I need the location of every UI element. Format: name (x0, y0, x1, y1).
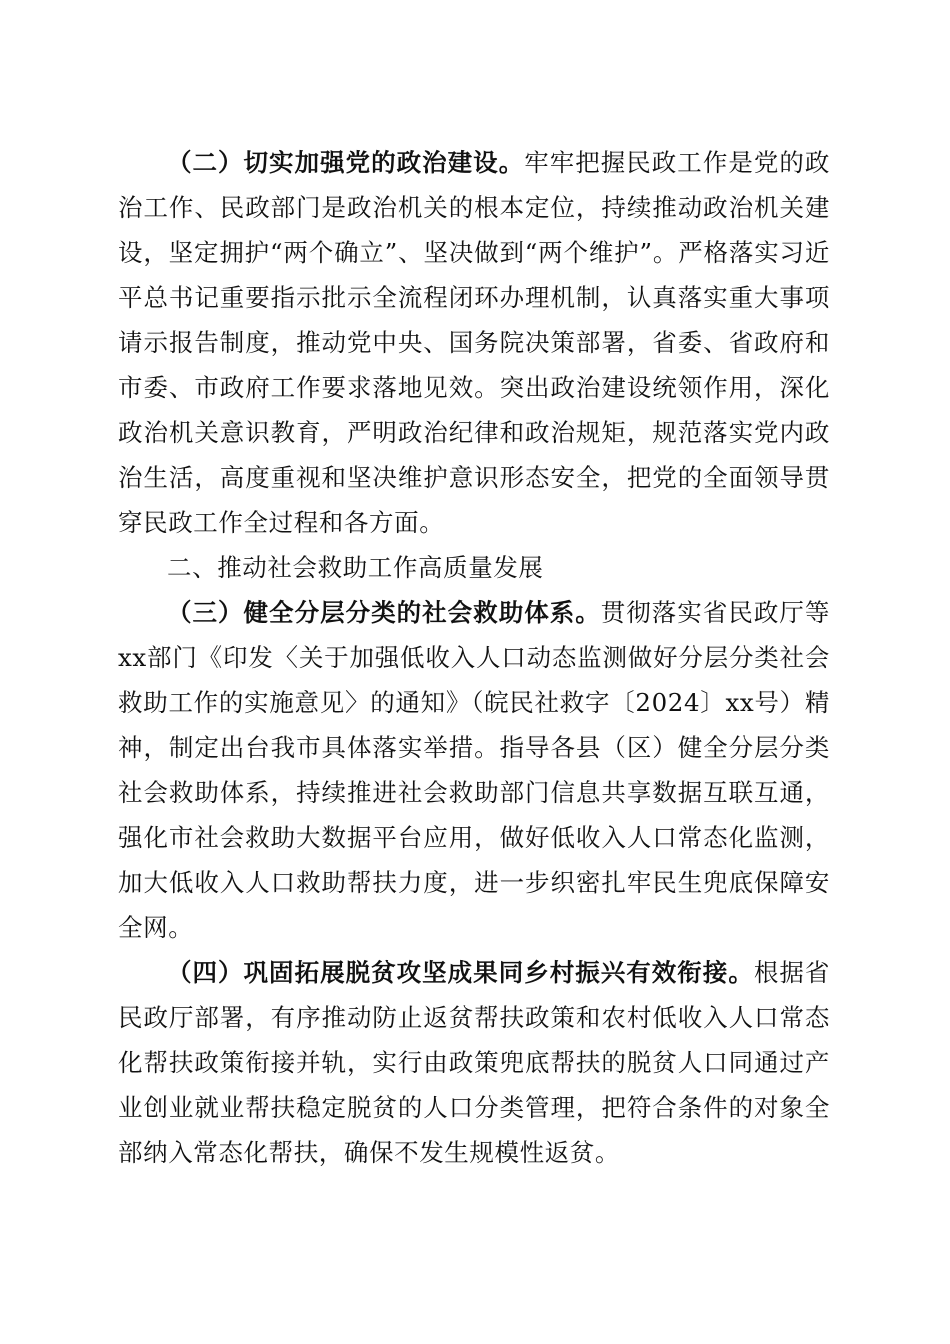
paragraph-section-3 (118, 590, 830, 950)
paragraph-section-2 (118, 140, 830, 545)
paragraph-section-4 (118, 950, 830, 1175)
section-heading: 二、推动社会救助工作高质量发展 (167, 553, 544, 582)
paragraph-text: 牢牢把握民政工作是党的政治工作、民政部门是政治机关的根本定位，持续推动政治机关建设，坚定拥护“两个确立”、坚决做到“两个维护”。严格落实习近平总书记重要指示批示全流程闭环办理机制，认真落实重大事项请示报告制度，推动党中央、国务院决策部署，省委、省政府和市委、市政府工作要求落地见效。突出政治建设统领作用，深化政治机关意识教育，严明政治纪律和政治规矩，规范落实党内政治生活，高度重视和坚决维护意识形态安全，把党的全面领导贯穿民政工作全过程和各方面。 (118, 148, 830, 537)
paragraph-lead: （三）健全分层分类的社会救助体系。 (167, 598, 601, 627)
document-body (118, 140, 830, 1175)
paragraph-lead: （四）巩固拓展脱贫攻坚成果同乡村振兴有效衔接。 (167, 958, 754, 987)
paragraph-lead: （二）切实加强党的政治建设。 (167, 148, 525, 177)
paragraph-text: 根据省民政厅部署，有序推动防止返贫帮扶政策和农村低收入人口常态化帮扶政策衔接并轨，实行由政策兜底帮扶的脱贫人口同通过产业创业就业帮扶稳定脱贫的人口分类管理，把符合条件的对象全部纳入常态化帮扶，确保不发生规模性返贫。 (118, 958, 830, 1167)
paragraph-text: 贯彻落实省民政厅等xx部门《印发〈关于加强低收入人口动态监测做好分层分类社会救助工作的实施意见〉的通知》（皖民社救字〔2024〕xx号）精神，制定出台我市具体落实举措。指导各县（区）健全分层分类社会救助体系，持续推进社会救助部门信息共享数据互联互通，强化市社会救助大数据平台应用，做好低收入人口常态化监测，加大低收入人口救助帮扶力度，进一步织密扎牢民生兜底保障安全网。 (118, 598, 830, 942)
